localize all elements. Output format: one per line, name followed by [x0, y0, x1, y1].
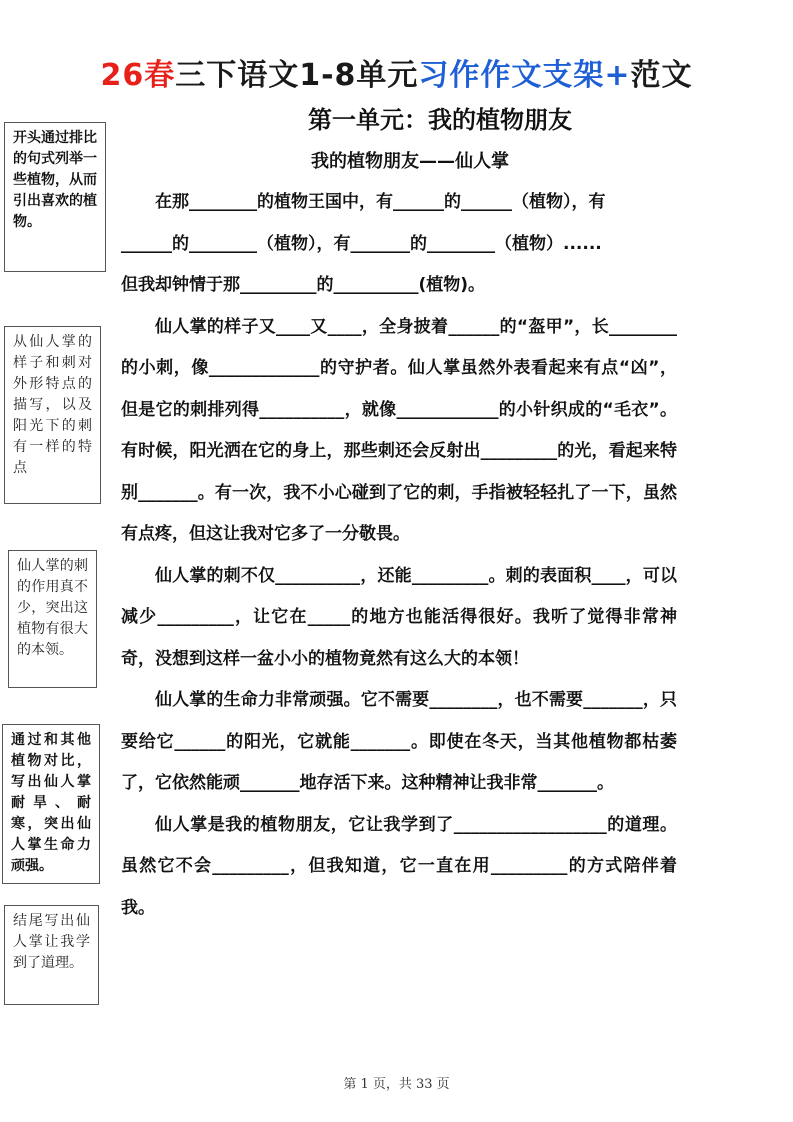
annotation-appearance: 从仙人掌的样子和刺对外形特点的描写，以及阳光下的刺有一样的特点: [4, 326, 101, 504]
essay-title: 我的植物朋友——仙人掌: [311, 151, 509, 172]
title-part-red: 26春: [100, 58, 176, 93]
essay-line-2: ______的________（植物），有_______的________（植物）......: [121, 233, 602, 254]
page-footer: 第 1 页，共 33 页: [343, 1077, 450, 1092]
essay-paragraph-vitality: 仙人掌的生命力非常顽强。它不需要________，也不需要_______，只要给它______的阳光，它就能_______。即使在冬天，当其他植物都枯萎了，它依然能顽_______地存活下来。这种精神让我非常_______。: [121, 690, 677, 793]
essay-paragraph-appearance: 仙人掌的样子又____又____，全身披着______的“盔甲”，长________的小刺，像_____________的守护者。仙人掌虽然外表看起来有点“凶”，但是它的刺排列得__________，就像____________的小针织成的“毛衣”。有时候，阳光洒在它的身上，那些刺还会反射出_________的光，看起来特别_______。有一次，我不小心碰到了它的刺，手指被轻轻扎了一下，虽然有点疼，但这让我对它多了一分敬畏。: [121, 316, 677, 544]
annotation-ending: 结尾写出仙人掌让我学到了道理。: [4, 905, 99, 1005]
essay-line-3: 但我却钟情于那_________的__________(植物)。: [121, 275, 486, 295]
essay-paragraph-thorns: 仙人掌的刺不仅__________，还能_________。刺的表面积____，可以减少_________，让它在_____的地方也能活得很好。我听了觉得非常神奇，没想到这样一盆小小的植物竟然有这么大的本领！: [121, 565, 677, 669]
title-part-dark-end: 范文: [630, 58, 693, 93]
title-part-dark: 三下语文1-8单元: [175, 58, 419, 93]
title-part-blue: 习作作文支架+: [418, 58, 631, 93]
essay-paragraph-ending: 仙人掌是我的植物朋友，它让我学到了__________________的道理。虽然它不会_________，但我知道，它一直在用_________的方式陪伴着我。: [121, 814, 677, 918]
document-title: [0, 50, 793, 94]
annotation-opening: 开头通过排比的句式列举一些植物，从而引出喜欢的植物。: [4, 122, 106, 272]
annotation-vitality: 通过和其他植物对比，写出仙人掌耐旱、耐寒，突出仙人掌生命力顽强。: [2, 724, 100, 884]
annotation-thorns: 仙人掌的刺的作用真不少，突出这植物有很大的本领。: [8, 550, 97, 688]
essay-body: [121, 182, 677, 929]
unit-title: 第一单元：我的植物朋友: [308, 106, 572, 134]
essay-line-1: 在那________的植物王国中，有______的______（植物），有: [155, 192, 606, 212]
